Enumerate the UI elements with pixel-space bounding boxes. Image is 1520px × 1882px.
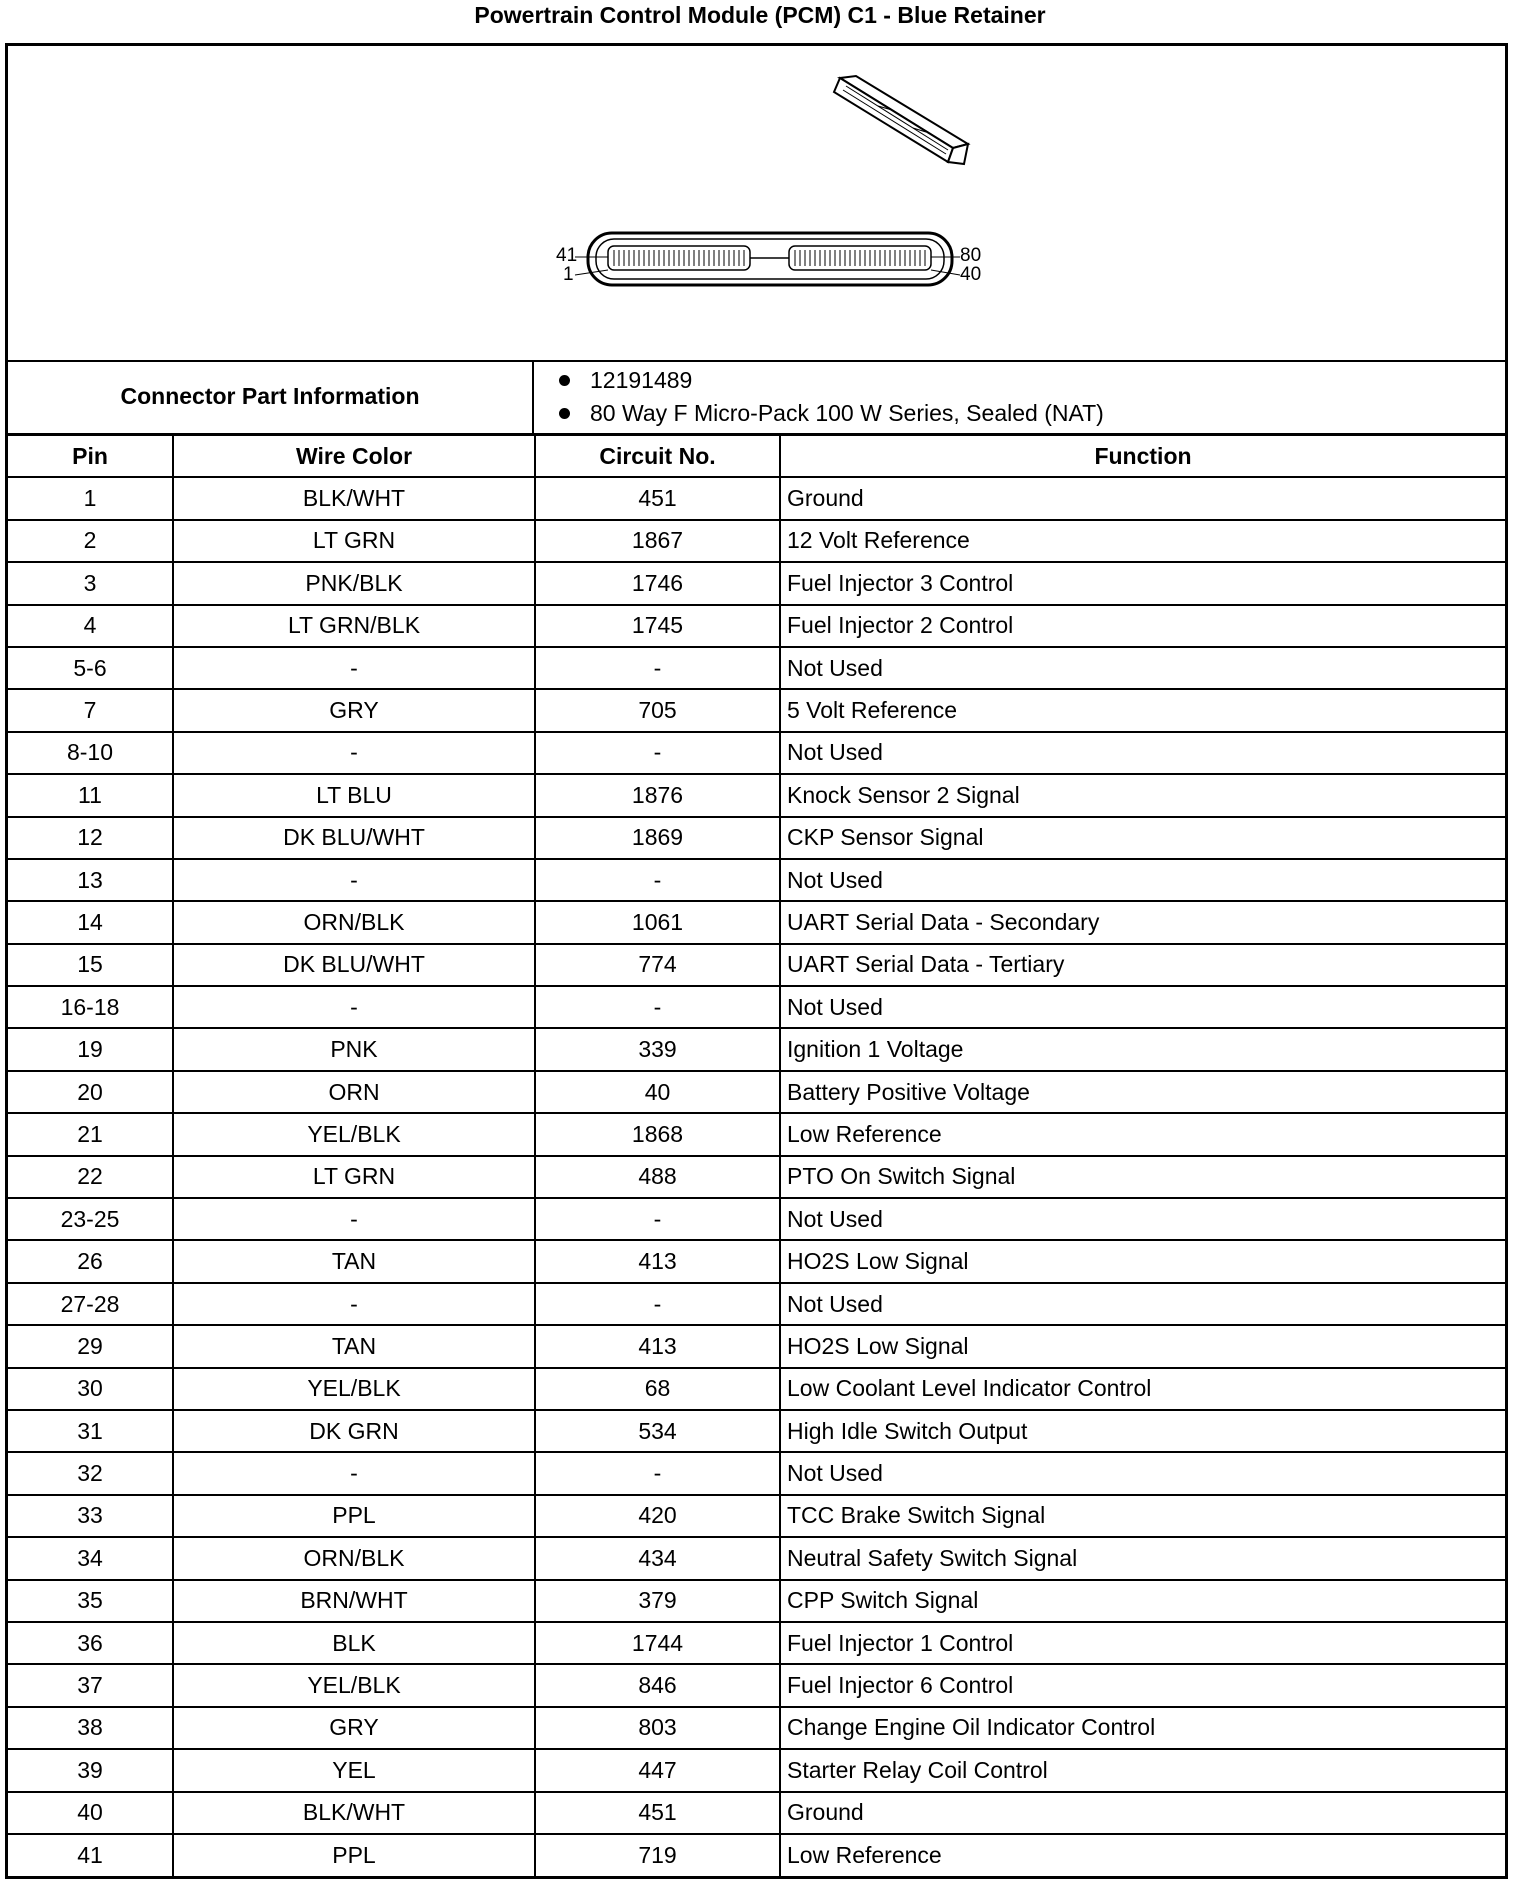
pin-cell: 26	[8, 1240, 173, 1282]
pin-cell: 4	[8, 605, 173, 647]
circuit-number-cell: 1061	[535, 901, 780, 943]
pin-cell: 12	[8, 817, 173, 859]
pin-cell: 31	[8, 1410, 173, 1452]
circuit-number-cell: 339	[535, 1028, 780, 1070]
wire-color-cell: BLK/WHT	[173, 1792, 535, 1834]
connector-illustration	[8, 46, 1505, 360]
table-row	[8, 774, 1505, 816]
function-cell: Starter Relay Coil Control	[780, 1749, 1505, 1791]
wire-color-cell: YEL/BLK	[173, 1368, 535, 1410]
function-cell: PTO On Switch Signal	[780, 1156, 1505, 1198]
pin-cell: 40	[8, 1792, 173, 1834]
table-row	[8, 1368, 1505, 1410]
function-cell: Not Used	[780, 732, 1505, 774]
pin-cell: 36	[8, 1622, 173, 1664]
header-pin: Pin	[8, 435, 173, 477]
pin-cell: 29	[8, 1325, 173, 1367]
circuit-number-cell: -	[535, 1452, 780, 1494]
wire-color-cell: -	[173, 1198, 535, 1240]
circuit-number-cell: 1744	[535, 1622, 780, 1664]
bullet-icon	[559, 375, 570, 386]
circuit-number-cell: 413	[535, 1240, 780, 1282]
wire-color-cell: TAN	[173, 1240, 535, 1282]
wire-color-cell: ORN/BLK	[173, 1537, 535, 1579]
circuit-number-cell: 413	[535, 1325, 780, 1367]
wire-color-cell: BRN/WHT	[173, 1580, 535, 1622]
function-cell: 12 Volt Reference	[780, 520, 1505, 562]
pin-cell: 5-6	[8, 647, 173, 689]
header-function: Function	[780, 435, 1505, 477]
circuit-number-cell: 534	[535, 1410, 780, 1452]
pin-cell: 22	[8, 1156, 173, 1198]
pin-cell: 20	[8, 1071, 173, 1113]
wire-color-cell: DK GRN	[173, 1410, 535, 1452]
circuit-number-cell: 719	[535, 1834, 780, 1876]
pin-label-41: 41	[556, 245, 578, 266]
table-row	[8, 1452, 1505, 1494]
part-number-line	[559, 364, 1504, 397]
function-cell: Neutral Safety Switch Signal	[780, 1537, 1505, 1579]
function-cell: Ground	[780, 1792, 1505, 1834]
function-cell: Low Reference	[780, 1113, 1505, 1155]
wire-color-cell: LT BLU	[173, 774, 535, 816]
function-cell: Knock Sensor 2 Signal	[780, 774, 1505, 816]
table-row	[8, 1156, 1505, 1198]
wire-color-cell: BLK/WHT	[173, 477, 535, 519]
circuit-number-cell: 40	[535, 1071, 780, 1113]
pin-cell: 23-25	[8, 1198, 173, 1240]
wire-color-cell: YEL/BLK	[173, 1664, 535, 1706]
circuit-number-cell: 1745	[535, 605, 780, 647]
circuit-number-cell: 451	[535, 477, 780, 519]
pin-cell: 13	[8, 859, 173, 901]
pin-cell: 19	[8, 1028, 173, 1070]
pin-label-40: 40	[960, 264, 982, 285]
function-cell: Not Used	[780, 1283, 1505, 1325]
pin-cell: 34	[8, 1537, 173, 1579]
pin-cell: 1	[8, 477, 173, 519]
circuit-number-cell: 1867	[535, 520, 780, 562]
function-cell: HO2S Low Signal	[780, 1240, 1505, 1282]
table-row	[8, 1240, 1505, 1282]
function-cell: Not Used	[780, 1198, 1505, 1240]
function-cell: Fuel Injector 3 Control	[780, 562, 1505, 604]
wire-color-cell: LT GRN	[173, 1156, 535, 1198]
pin-cell: 15	[8, 944, 173, 986]
wire-color-cell: -	[173, 1283, 535, 1325]
table-row	[8, 520, 1505, 562]
pin-cell: 35	[8, 1580, 173, 1622]
pin-cell: 16-18	[8, 986, 173, 1028]
connector-description-line	[559, 397, 1504, 430]
function-cell: Low Coolant Level Indicator Control	[780, 1368, 1505, 1410]
circuit-number-cell: 451	[535, 1792, 780, 1834]
page-title: Powertrain Control Module (PCM) C1 - Blue Retainer	[474, 2, 1046, 28]
table-row	[8, 1028, 1505, 1070]
bullet-icon	[559, 408, 570, 419]
table-row	[8, 1071, 1505, 1113]
pin-cell: 11	[8, 774, 173, 816]
circuit-number-cell: -	[535, 986, 780, 1028]
function-cell: UART Serial Data - Tertiary	[780, 944, 1505, 986]
connector-diagram	[8, 46, 1505, 362]
pin-cell: 21	[8, 1113, 173, 1155]
table-row	[8, 901, 1505, 943]
table-row	[8, 1283, 1505, 1325]
connector-sheet	[5, 43, 1508, 1879]
function-cell: CPP Switch Signal	[780, 1580, 1505, 1622]
circuit-number-cell: 1876	[535, 774, 780, 816]
wire-color-cell: ORN/BLK	[173, 901, 535, 943]
wire-color-cell: -	[173, 1452, 535, 1494]
wire-color-cell: -	[173, 986, 535, 1028]
wire-color-cell: PPL	[173, 1834, 535, 1876]
table-row	[8, 944, 1505, 986]
table-row	[8, 1664, 1505, 1706]
table-row	[8, 817, 1505, 859]
wire-color-cell: LT GRN	[173, 520, 535, 562]
header-circuit-no: Circuit No.	[535, 435, 780, 477]
wire-color-cell: DK BLU/WHT	[173, 944, 535, 986]
function-cell: Fuel Injector 6 Control	[780, 1664, 1505, 1706]
circuit-number-cell: 1868	[535, 1113, 780, 1155]
circuit-number-cell: 705	[535, 689, 780, 731]
wire-color-cell: PPL	[173, 1495, 535, 1537]
table-row	[8, 732, 1505, 774]
table-row	[8, 562, 1505, 604]
part-number: 12191489	[590, 366, 693, 393]
wire-color-cell: PNK	[173, 1028, 535, 1070]
table-row	[8, 1113, 1505, 1155]
pin-table-header	[8, 435, 1505, 477]
pin-table-body	[8, 477, 1505, 1876]
header-wire-color: Wire Color	[173, 435, 535, 477]
circuit-number-cell: -	[535, 859, 780, 901]
connector-part-info-values	[533, 360, 1505, 434]
pin-cell: 8-10	[8, 732, 173, 774]
circuit-number-cell: 379	[535, 1580, 780, 1622]
wire-color-cell: -	[173, 859, 535, 901]
function-cell: Change Engine Oil Indicator Control	[780, 1707, 1505, 1749]
pin-table	[8, 434, 1505, 1876]
circuit-number-cell: 420	[535, 1495, 780, 1537]
function-cell: UART Serial Data - Secondary	[780, 901, 1505, 943]
wire-color-cell: -	[173, 732, 535, 774]
table-row	[8, 1622, 1505, 1664]
connector-isometric-view	[834, 76, 968, 164]
circuit-number-cell: 488	[535, 1156, 780, 1198]
function-cell: Fuel Injector 2 Control	[780, 605, 1505, 647]
function-cell: 5 Volt Reference	[780, 689, 1505, 731]
pin-cell: 30	[8, 1368, 173, 1410]
function-cell: Ignition 1 Voltage	[780, 1028, 1505, 1070]
circuit-number-cell: 803	[535, 1707, 780, 1749]
circuit-number-cell: 1869	[535, 817, 780, 859]
pin-cell: 41	[8, 1834, 173, 1876]
table-row	[8, 1749, 1505, 1791]
connector-face-view	[575, 233, 960, 285]
circuit-number-cell: 1746	[535, 562, 780, 604]
function-cell: Not Used	[780, 1452, 1505, 1494]
function-cell: CKP Sensor Signal	[780, 817, 1505, 859]
wire-color-cell: LT GRN/BLK	[173, 605, 535, 647]
circuit-number-cell: -	[535, 732, 780, 774]
wire-color-cell: YEL	[173, 1749, 535, 1791]
pin-label-80: 80	[960, 245, 982, 266]
table-row	[8, 1198, 1505, 1240]
table-row	[8, 647, 1505, 689]
table-row	[8, 605, 1505, 647]
wire-color-cell: YEL/BLK	[173, 1113, 535, 1155]
function-cell: Not Used	[780, 647, 1505, 689]
pin-cell: 33	[8, 1495, 173, 1537]
pin-cell: 14	[8, 901, 173, 943]
circuit-number-cell: 434	[535, 1537, 780, 1579]
wire-color-cell: PNK/BLK	[173, 562, 535, 604]
pin-cell: 32	[8, 1452, 173, 1494]
pin-cell: 7	[8, 689, 173, 731]
pin-cell: 39	[8, 1749, 173, 1791]
function-cell: Battery Positive Voltage	[780, 1071, 1505, 1113]
wire-color-cell: DK BLU/WHT	[173, 817, 535, 859]
function-cell: Not Used	[780, 986, 1505, 1028]
wire-color-cell: GRY	[173, 1707, 535, 1749]
wire-color-cell: BLK	[173, 1622, 535, 1664]
function-cell: Not Used	[780, 859, 1505, 901]
pin-cell: 3	[8, 562, 173, 604]
table-row	[8, 986, 1505, 1028]
pin-label-1: 1	[563, 264, 574, 285]
table-row	[8, 1792, 1505, 1834]
function-cell: Low Reference	[780, 1834, 1505, 1876]
circuit-number-cell: 447	[535, 1749, 780, 1791]
table-row	[8, 1707, 1505, 1749]
function-cell: TCC Brake Switch Signal	[780, 1495, 1505, 1537]
circuit-number-cell: -	[535, 647, 780, 689]
pin-cell: 2	[8, 520, 173, 562]
table-row	[8, 1325, 1505, 1367]
function-cell: Fuel Injector 1 Control	[780, 1622, 1505, 1664]
circuit-number-cell: 846	[535, 1664, 780, 1706]
pin-cell: 27-28	[8, 1283, 173, 1325]
table-row	[8, 1834, 1505, 1876]
pin-cell: 38	[8, 1707, 173, 1749]
wire-color-cell: TAN	[173, 1325, 535, 1367]
circuit-number-cell: 774	[535, 944, 780, 986]
table-row	[8, 1537, 1505, 1579]
connector-part-info-label: Connector Part Information	[8, 360, 533, 434]
table-row	[8, 1410, 1505, 1452]
function-cell: High Idle Switch Output	[780, 1410, 1505, 1452]
wire-color-cell: GRY	[173, 689, 535, 731]
connector-part-information	[8, 360, 1505, 435]
function-cell: Ground	[780, 477, 1505, 519]
wire-color-cell: -	[173, 647, 535, 689]
circuit-number-cell: -	[535, 1198, 780, 1240]
table-row	[8, 689, 1505, 731]
circuit-number-cell: 68	[535, 1368, 780, 1410]
wire-color-cell: ORN	[173, 1071, 535, 1113]
connector-description: 80 Way F Micro-Pack 100 W Series, Sealed (NAT)	[590, 399, 1104, 426]
table-row	[8, 477, 1505, 519]
function-cell: HO2S Low Signal	[780, 1325, 1505, 1367]
table-row	[8, 1495, 1505, 1537]
table-row	[8, 859, 1505, 901]
pin-cell: 37	[8, 1664, 173, 1706]
circuit-number-cell: -	[535, 1283, 780, 1325]
table-row	[8, 1580, 1505, 1622]
